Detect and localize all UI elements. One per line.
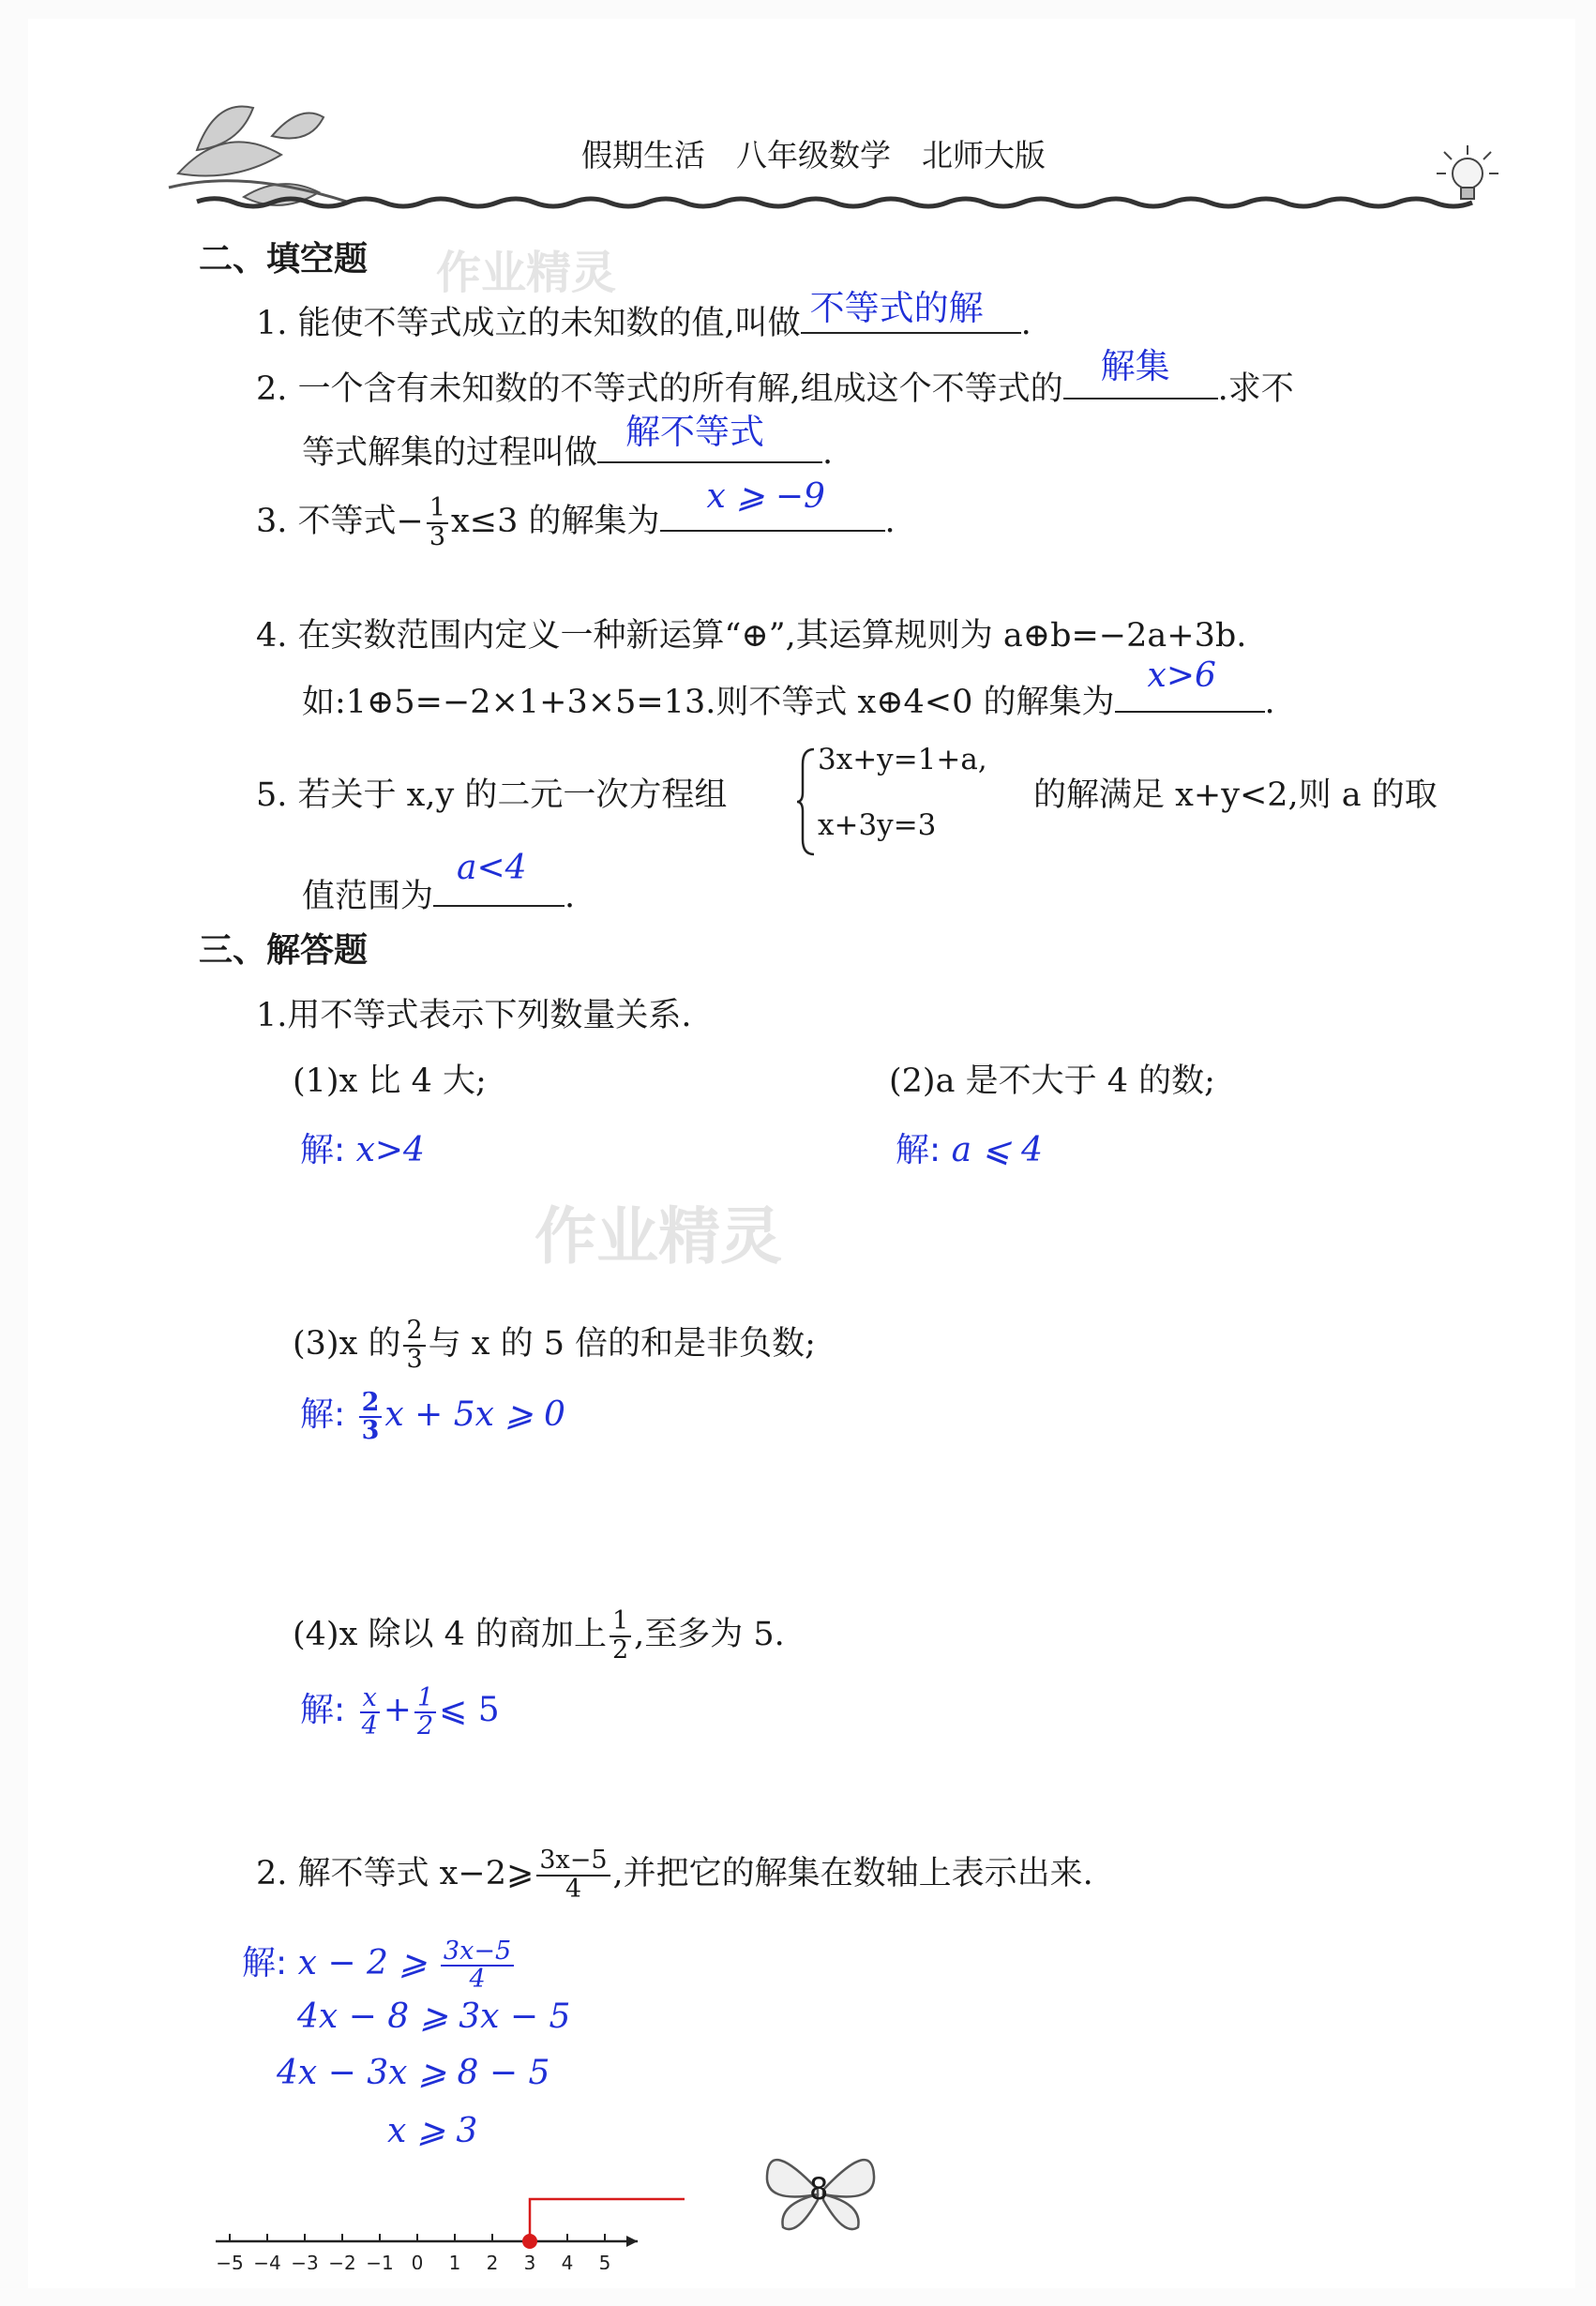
answer-text: x>6	[1147, 656, 1216, 695]
question-text: 值范围为	[302, 878, 434, 915]
sub-answer-4	[300, 1683, 500, 1740]
answer-text: x>4	[355, 1131, 425, 1169]
question-text: x≤3 的解集为	[451, 503, 660, 540]
answer-label: 解:	[300, 1131, 346, 1169]
question-text: 2. 一个含有未知数的不等式的所有解,组成这个不等式的	[256, 370, 1063, 408]
denominator: 2	[416, 1711, 434, 1741]
equation-line-2: x+3y=3	[818, 808, 937, 842]
sub-answer-3	[300, 1388, 565, 1444]
sub-question-1: (1)x 比 4 大;	[293, 1063, 487, 1100]
answer-label: 解:	[896, 1131, 941, 1169]
numerator: 1	[610, 1608, 631, 1636]
question-text: 如:1⊕5=−2×1+3×5=13.则不等式 x⊕4<0 的解集为	[302, 684, 1115, 721]
fill-question-1	[256, 288, 1031, 344]
solution-ray	[530, 2199, 685, 2241]
tick-label: −3	[291, 2252, 319, 2269]
question-text: 5. 若关于 x,y 的二元一次方程组	[256, 776, 728, 814]
leaf-ornament-icon	[169, 106, 347, 204]
numerator: x	[360, 1685, 380, 1713]
punctuation: .	[822, 434, 834, 472]
question-text: (3)x 的	[293, 1325, 401, 1363]
denominator: 3	[361, 1416, 380, 1445]
answer-blank	[433, 849, 565, 907]
tick-label: −4	[253, 2252, 281, 2269]
solve-question-2	[256, 1847, 1093, 1903]
solution-step-3: 4x − 3x ⩾ 8 − 5	[277, 2054, 550, 2092]
solution-point	[522, 2234, 537, 2249]
question-text: 3. 不等式−	[256, 503, 424, 540]
denominator: 3	[406, 1344, 423, 1374]
answer-blank	[801, 288, 1021, 334]
answer-text: x − 2 ⩾	[297, 1944, 428, 1982]
watermark: 作业精灵	[436, 247, 617, 299]
denominator: 4	[565, 1874, 582, 1904]
answer-text: 解集	[1100, 346, 1170, 386]
section-title-fill: 二、填空题	[199, 240, 369, 279]
equation-brace	[795, 746, 818, 858]
section-title-solve: 三、解答题	[199, 931, 369, 970]
lightbulb-icon	[1437, 145, 1498, 199]
question-text: 与 x 的 5 倍的和是非负数;	[428, 1325, 816, 1363]
tick-label: 1	[448, 2252, 461, 2269]
answer-blank	[1115, 656, 1265, 713]
fill-question-5	[256, 769, 727, 816]
answer-text: x + 5x ⩾ 0	[384, 1395, 565, 1434]
denominator: 2	[611, 1635, 629, 1665]
solution-step-4: x ⩾ 3	[387, 2112, 478, 2150]
answer-text: 解不等式	[625, 412, 765, 452]
fill-question-4: 4. 在实数范围内定义一种新运算“⊕”,其运算规则为 a⊕b=−2a+3b.	[256, 617, 1247, 655]
tick-label: 5	[598, 2252, 611, 2269]
fill-question-3	[256, 477, 896, 551]
question-text: ,并把它的解集在数轴上表示出来.	[612, 1855, 1093, 1892]
page	[28, 19, 1575, 2288]
answer-blank	[660, 477, 885, 532]
sub-question-2: (2)a 是不大于 4 的数;	[889, 1063, 1215, 1100]
answer-label: 解:	[300, 1395, 346, 1434]
fill-question-4-line2	[302, 656, 1275, 723]
fill-question-2	[256, 346, 1294, 410]
fill-question-5-line2	[302, 849, 576, 917]
fill-question-2-line2	[302, 412, 834, 474]
fraction	[536, 1847, 610, 1903]
answer-text: ⩽ 5	[439, 1691, 500, 1729]
numerator: 2	[359, 1390, 383, 1418]
tick-label: −2	[328, 2252, 356, 2269]
fill-question-5-tail: 的解满足 x+y<2,则 a 的取	[1033, 776, 1438, 814]
numerator: 3x−5	[536, 1847, 610, 1876]
answer-text: a<4	[457, 849, 527, 887]
answer-blank	[1063, 346, 1218, 399]
numerator: 1	[427, 495, 448, 523]
numerator: 2	[403, 1318, 425, 1346]
punctuation: .	[1020, 305, 1031, 342]
fraction	[359, 1682, 381, 1741]
punctuation: .	[565, 878, 576, 915]
answer-label: 解:	[242, 1944, 288, 1982]
question-text: ,至多为 5.	[634, 1616, 785, 1653]
answer-text: +	[383, 1691, 412, 1729]
axis-arrow-icon	[626, 2236, 638, 2247]
fraction	[403, 1318, 425, 1373]
question-text: 2. 解不等式 x−2⩾	[256, 1855, 535, 1892]
tick-label: −1	[366, 2252, 394, 2269]
question-text: .求不	[1217, 370, 1294, 408]
fraction	[610, 1608, 631, 1664]
denominator: 4	[469, 1965, 486, 1994]
watermark: 作业精灵	[535, 1200, 782, 1273]
tick-label: 0	[411, 2252, 424, 2269]
punctuation: .	[884, 503, 896, 540]
page-number: 8	[809, 2171, 829, 2207]
solution-step-1	[242, 1937, 517, 1993]
sub-question-4	[293, 1608, 785, 1664]
punctuation: .	[1264, 684, 1275, 721]
question-text: 1. 能使不等式成立的未知数的值,叫做	[256, 305, 801, 342]
fraction	[441, 1938, 514, 1994]
sub-answer-1	[300, 1123, 425, 1171]
number-line	[216, 2166, 741, 2269]
answer-label: 解:	[300, 1691, 346, 1729]
answer-blank	[597, 412, 822, 463]
fraction	[427, 495, 448, 550]
denominator: 4	[361, 1711, 378, 1741]
tick-label: −5	[216, 2252, 244, 2269]
sub-answer-2	[896, 1123, 1043, 1171]
question-text: (4)x 除以 4 的商加上	[293, 1616, 607, 1653]
equation-line-1: 3x+y=1+a,	[818, 743, 987, 776]
header-title: 假期生活 八年级数学 北师大版	[581, 137, 1046, 173]
tick-label: 4	[561, 2252, 574, 2269]
tick-label: 2	[486, 2252, 499, 2269]
numerator: 3x−5	[441, 1938, 514, 1967]
denominator: 3	[429, 521, 446, 551]
question-text: 等式解集的过程叫做	[302, 434, 598, 472]
answer-text: a ⩽ 4	[951, 1131, 1044, 1169]
solve-question-1-title: 1.用不等式表示下列数量关系.	[256, 997, 692, 1034]
sub-question-3	[293, 1318, 816, 1373]
answer-text: x ⩾ −9	[706, 477, 825, 516]
numerator: 1	[414, 1685, 436, 1713]
fraction	[414, 1682, 436, 1741]
tick-label: 3	[523, 2252, 536, 2269]
solution-step-2: 4x − 8 ⩾ 3x − 5	[297, 1997, 571, 2036]
fraction	[359, 1387, 383, 1445]
header-wavy-line	[197, 199, 1472, 206]
answer-text: 不等式的解	[809, 288, 984, 328]
